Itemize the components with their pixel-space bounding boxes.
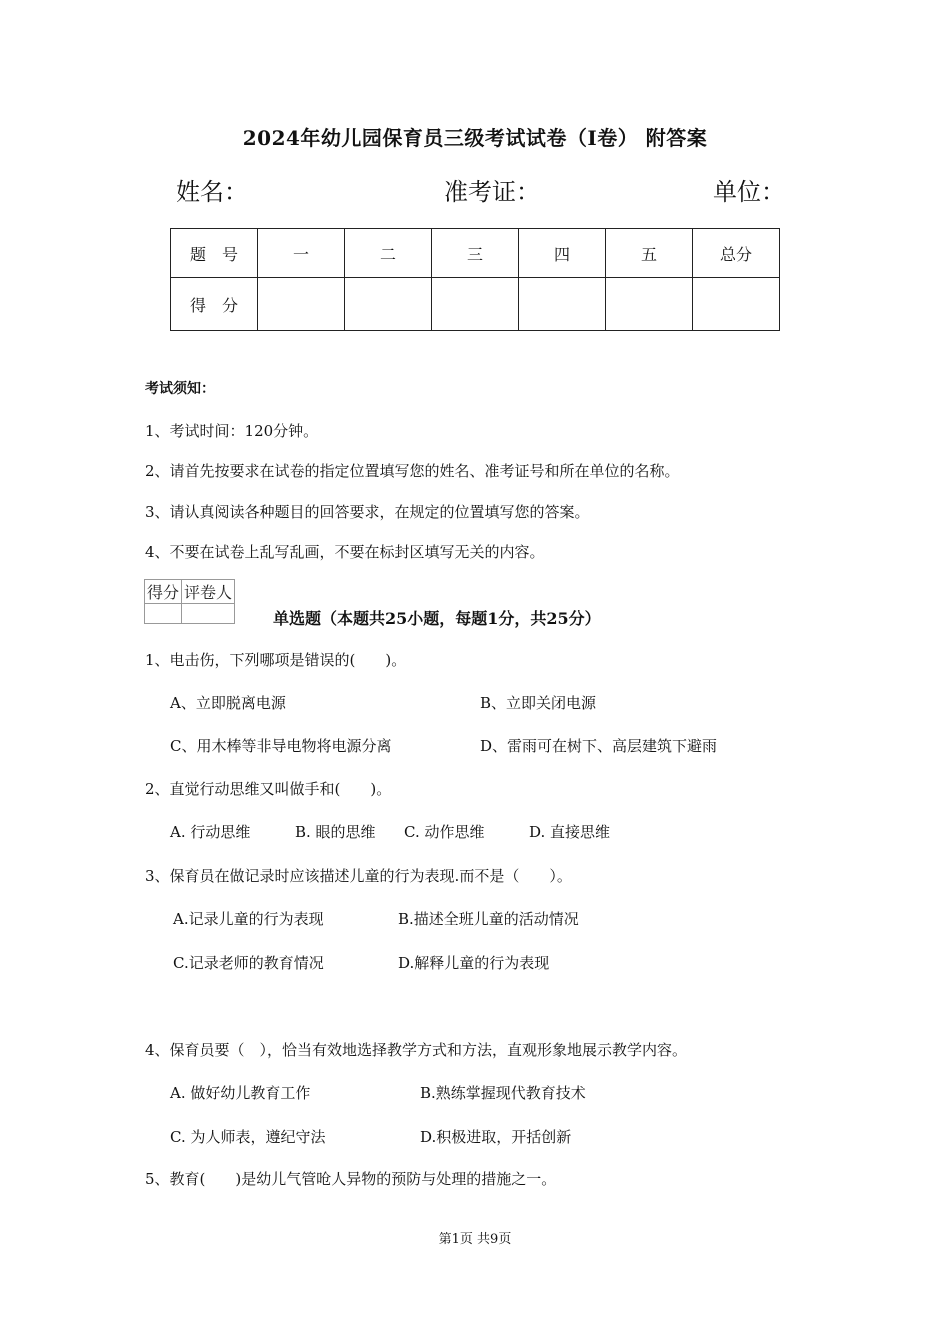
unit-field-label: 单位： bbox=[713, 178, 785, 206]
grader-box-score-cell[interactable] bbox=[145, 604, 182, 624]
score-table-cell: 一 bbox=[258, 229, 345, 278]
score-table-cell: 题 号 bbox=[171, 229, 258, 278]
grader-box-score-label: 得分 bbox=[145, 580, 182, 604]
answer-option[interactable]: D. 直接思维 bbox=[529, 823, 611, 841]
name-field-label: 姓名： bbox=[176, 178, 248, 206]
grader-box bbox=[144, 579, 235, 624]
note-item: 4、不要在试卷上乱写乱画，不要在标封区填写无关的内容。 bbox=[145, 543, 545, 561]
question-stem: 4、保育员要（ ），恰当有效地选择教学方式和方法，直观形象地展示教学内容。 bbox=[145, 1041, 688, 1059]
score-input-cell[interactable] bbox=[606, 278, 693, 331]
answer-option[interactable]: B.熟练掌握现代教育技术 bbox=[420, 1084, 586, 1102]
answer-option[interactable]: D、雷雨可在树下、高层建筑下避雨 bbox=[480, 737, 718, 755]
note-item: 1、考试时间：120分钟。 bbox=[145, 422, 319, 440]
answer-option[interactable]: C、用木棒等非导电物将电源分离 bbox=[170, 737, 392, 755]
question-stem: 2、直觉行动思维又叫做手和( )。 bbox=[145, 780, 392, 798]
note-item: 2、请首先按要求在试卷的指定位置填写您的姓名、准考证号和所在单位的名称。 bbox=[145, 462, 680, 480]
score-input-cell[interactable] bbox=[693, 278, 780, 331]
score-table bbox=[170, 228, 780, 331]
answer-option[interactable]: A、立即脱离电源 bbox=[170, 694, 286, 712]
notes-heading: 考试须知： bbox=[145, 381, 215, 397]
grader-box-grader-cell[interactable] bbox=[182, 604, 235, 624]
page-footer: 第1页 共9页 bbox=[438, 1232, 512, 1247]
answer-option[interactable]: D.解释儿童的行为表现 bbox=[398, 954, 550, 972]
answer-option[interactable]: B.描述全班儿童的活动情况 bbox=[398, 910, 579, 928]
note-item: 3、请认真阅读各种题目的回答要求，在规定的位置填写您的答案。 bbox=[145, 503, 590, 521]
answer-option[interactable]: C.记录老师的教育情况 bbox=[173, 954, 324, 972]
answer-option[interactable]: B. 眼的思维 bbox=[295, 823, 376, 841]
answer-option[interactable]: A. 做好幼儿教育工作 bbox=[170, 1084, 311, 1102]
question-stem: 5、教育( )是幼儿气管呛人异物的预防与处理的措施之一。 bbox=[145, 1170, 557, 1188]
score-table-cell: 四 bbox=[519, 229, 606, 278]
score-input-cell[interactable] bbox=[345, 278, 432, 331]
score-input-cell[interactable] bbox=[432, 278, 519, 331]
score-input-cell[interactable] bbox=[519, 278, 606, 331]
question-stem: 3、保育员在做记录时应该描述儿童的行为表现.而不是（ ）。 bbox=[145, 867, 572, 885]
score-table-cell: 三 bbox=[432, 229, 519, 278]
section-title: 单选题（本题共25小题，每题1分，共25分） bbox=[273, 609, 601, 628]
grader-box-grader-label: 评卷人 bbox=[182, 580, 235, 604]
answer-option[interactable]: D.积极进取，开括创新 bbox=[420, 1128, 572, 1146]
exam-title: 2024年幼儿园保育员三级考试试卷（I卷） 附答案 bbox=[242, 126, 708, 150]
answer-option[interactable]: A. 行动思维 bbox=[170, 823, 251, 841]
answer-option[interactable]: C. 动作思维 bbox=[404, 823, 485, 841]
answer-option[interactable]: C. 为人师表，遵纪守法 bbox=[170, 1128, 326, 1146]
answer-option[interactable]: B、立即关闭电源 bbox=[480, 694, 597, 712]
score-table-cell: 总分 bbox=[693, 229, 780, 278]
score-table-cell: 得 分 bbox=[171, 278, 258, 331]
score-table-score-row bbox=[171, 278, 780, 331]
exam-id-field-label: 准考证： bbox=[444, 178, 540, 206]
answer-option[interactable]: A.记录儿童的行为表现 bbox=[173, 910, 324, 928]
score-table-cell: 五 bbox=[606, 229, 693, 278]
question-stem: 1、电击伤，下列哪项是错误的( )。 bbox=[145, 651, 407, 669]
score-table-header-row bbox=[171, 229, 780, 278]
score-input-cell[interactable] bbox=[258, 278, 345, 331]
score-table-cell: 二 bbox=[345, 229, 432, 278]
